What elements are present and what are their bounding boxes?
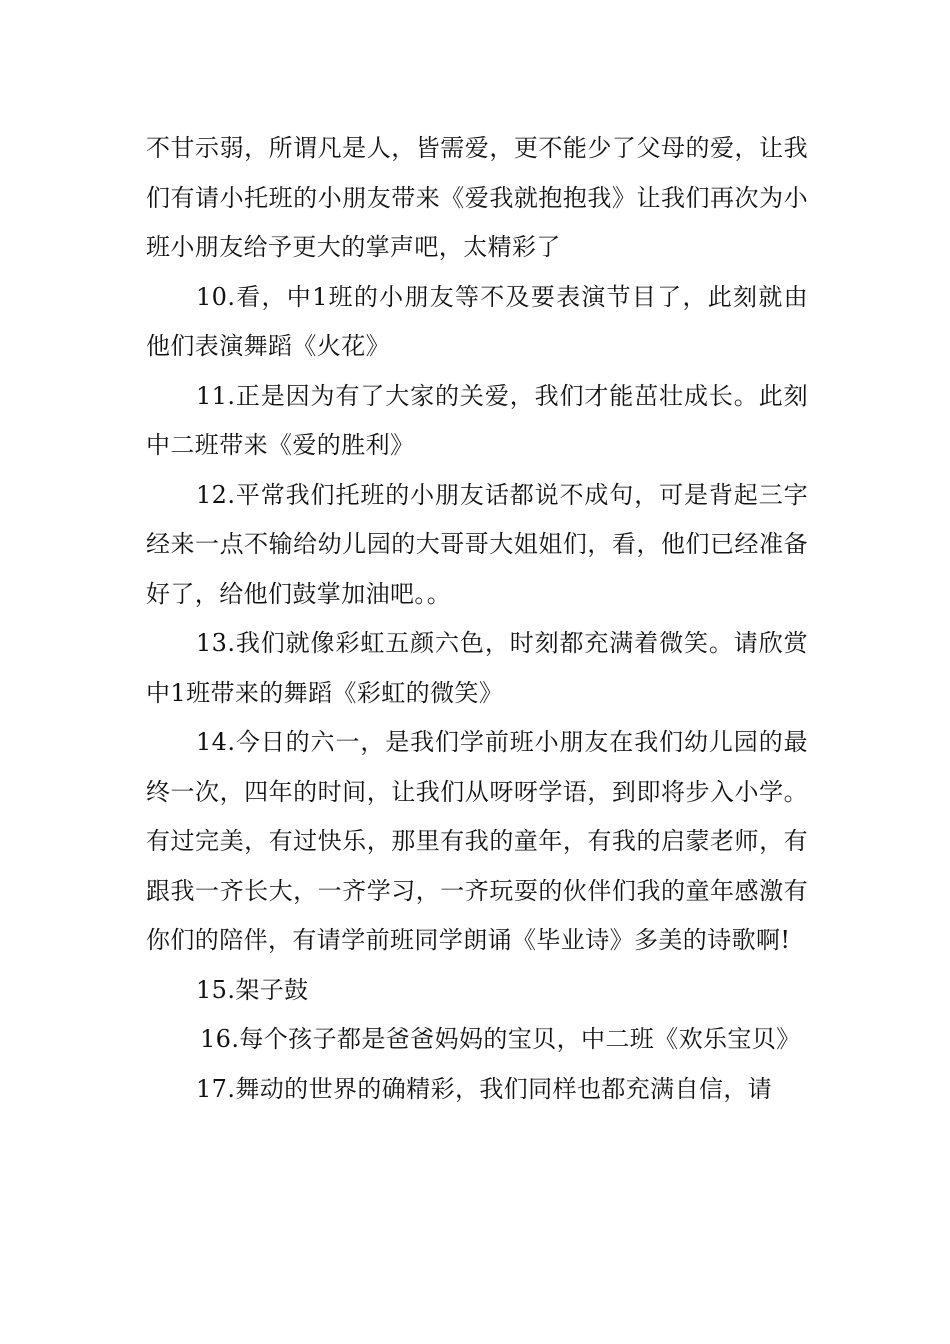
paragraph-intro-continued: 不甘示弱，所谓凡是人，皆需爱，更不能少了父母的爱，让我们有请小托班的小朋友带来《爱我就抱抱我》让我们再次为小班小朋友给予更大的掌声吧，太精彩了 [146, 134, 808, 261]
paragraph-item-17: 17.舞动的世界的确精彩，我们同样也都充满自信，请 [196, 1074, 773, 1103]
paragraph-item-12: 12.平常我们托班的小朋友话都说不成句，可是背起三字经来一点不输给幼儿园的大哥哥大姐姐们，看，他们已经准备好了，给他们鼓掌加油吧。。 [146, 480, 808, 608]
paragraph-item-14: 14.今日的六一，是我们学前班小朋友在我们幼儿园的最终一次，四年的时间，让我们从呀呀学语，到即将步入小学。有过完美，有过快乐，那里有我的童年，有我的启蒙老师，有跟我一齐长大，一齐学习，一齐玩耍的伙伴们我的童年感激有你们的陪伴，有请学前班同学朗诵《毕业诗》多美的诗歌啊! [146, 728, 808, 954]
paragraph-item-13: 13.我们就像彩虹五颜六色，时刻都充满着微笑。请欣赏中1班带来的舞蹈《彩虹的微笑》 [146, 629, 808, 707]
paragraph-item-10: 10.看，中1班的小朋友等不及要表演节目了，此刻就由他们表演舞蹈《火花》 [146, 282, 808, 360]
paragraph-item-16: 16.每个孩子都是爸爸妈妈的宝贝，中二班《欢乐宝贝》 [200, 1025, 801, 1053]
document-body [146, 124, 808, 1114]
paragraph-item-11: 11.正是因为有了大家的关爱，我们才能茁壮成长。此刻中二班带来《爱的胜利》 [146, 381, 808, 459]
paragraph-item-15: 15.架子鼓 [196, 975, 309, 1004]
